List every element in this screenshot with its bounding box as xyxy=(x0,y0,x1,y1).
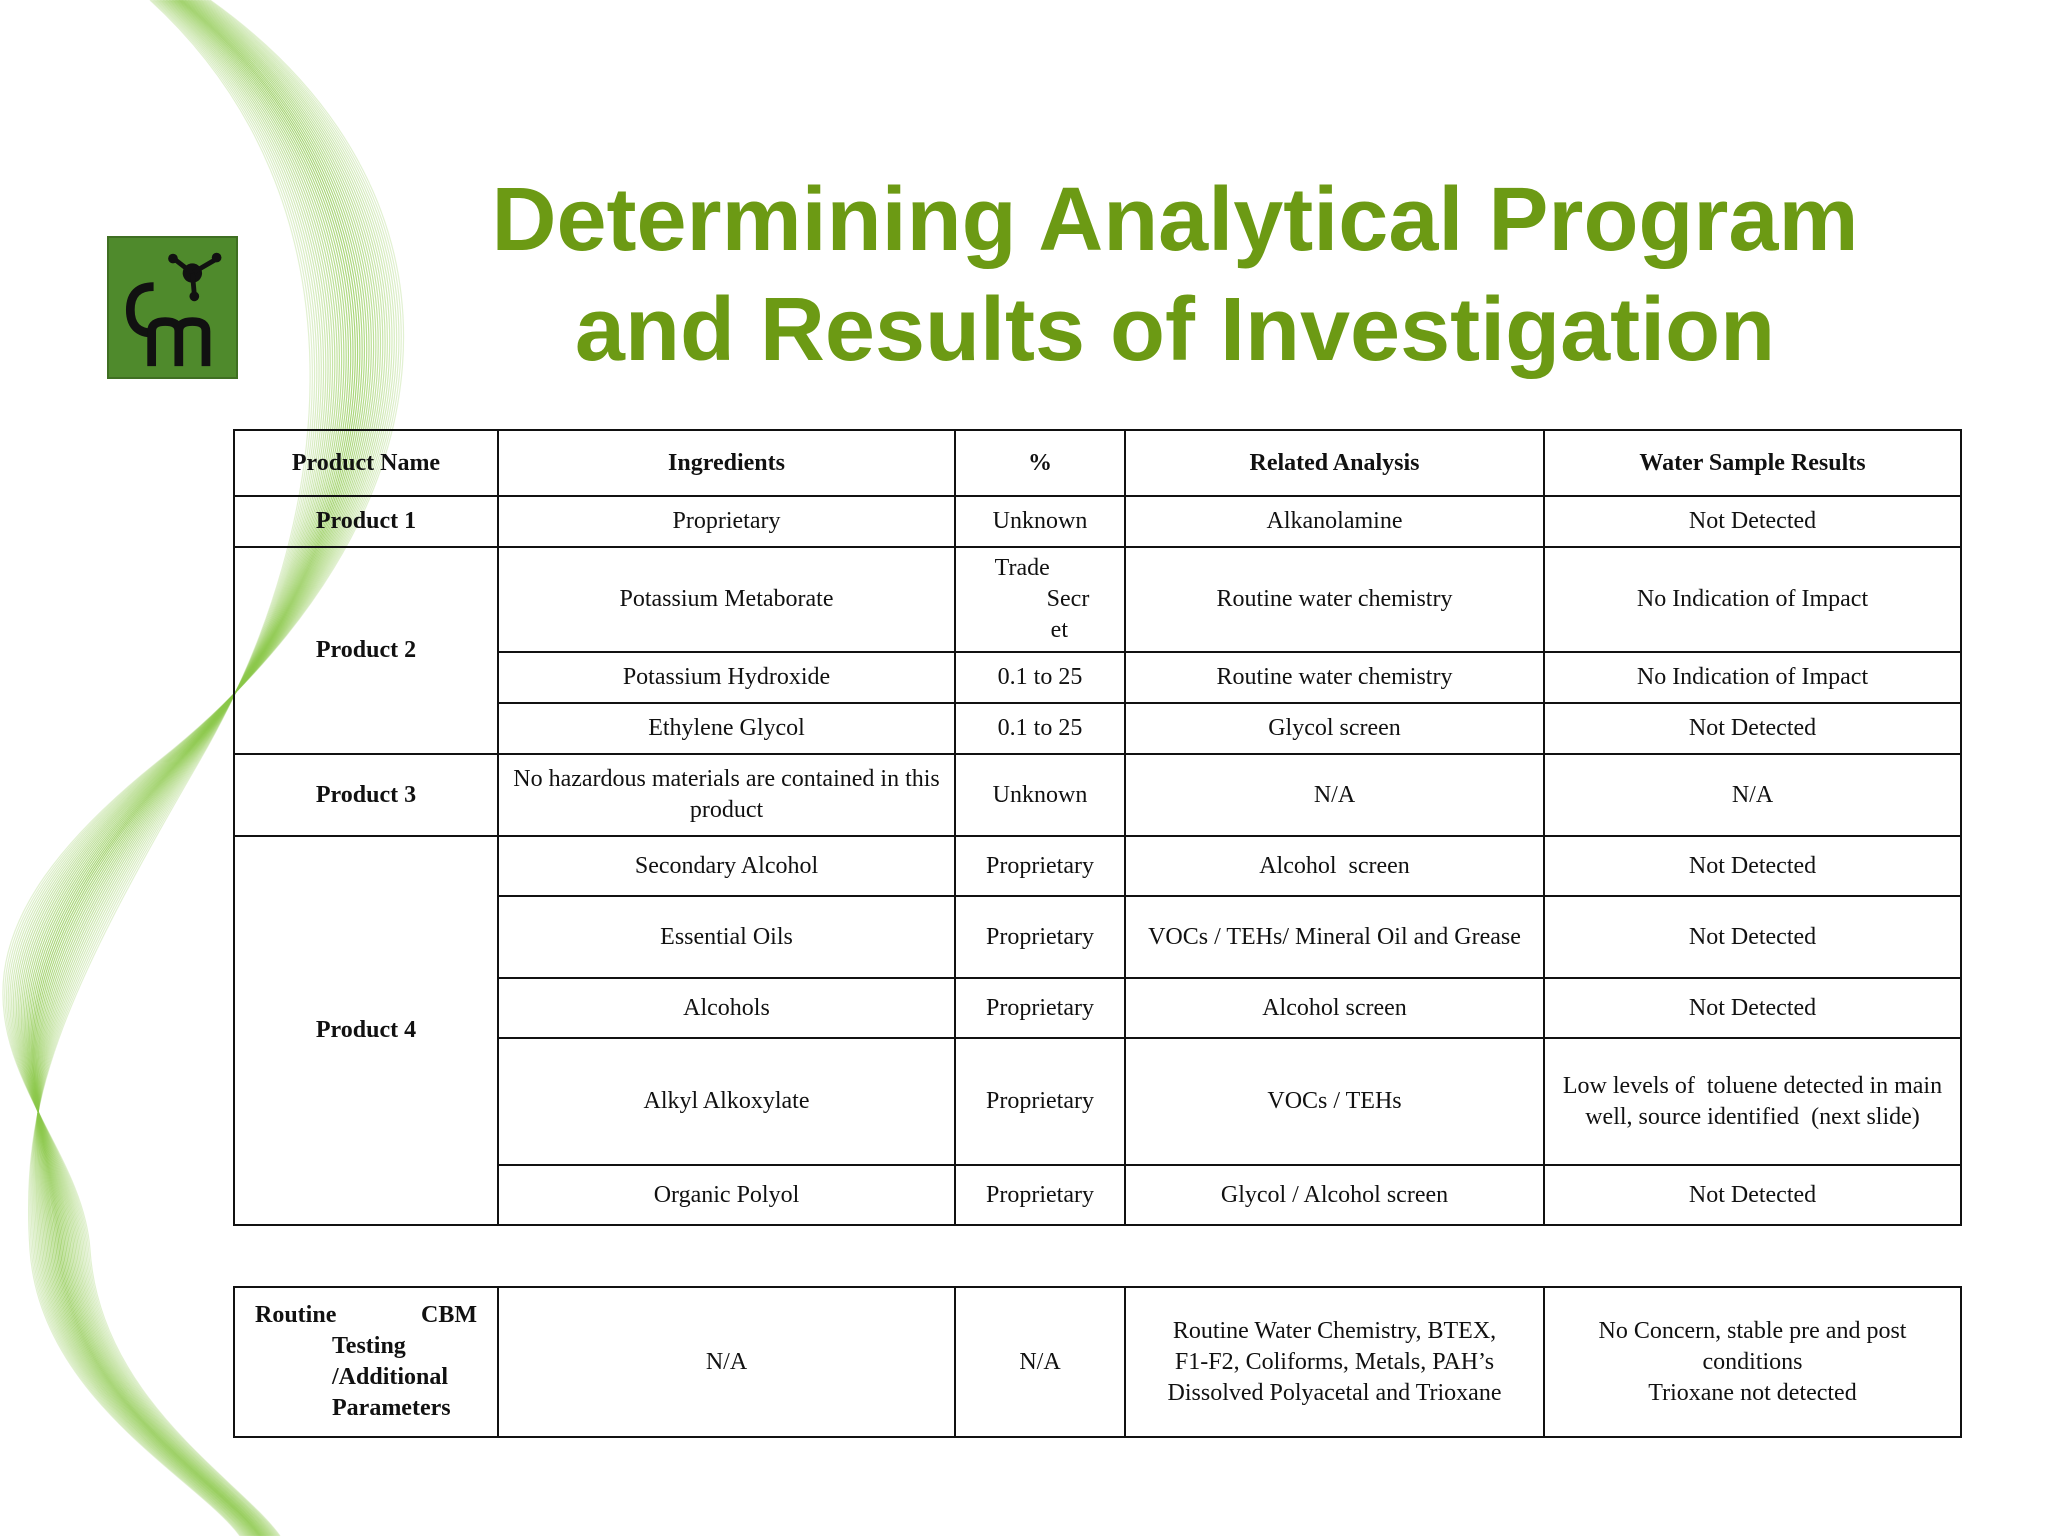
percent-cell: Proprietary xyxy=(955,896,1125,978)
percent-cell xyxy=(955,547,1125,652)
header-product-name: Product Name xyxy=(234,430,498,496)
analysis-line: Routine Water Chemistry, BTEX, xyxy=(1172,1317,1497,1344)
percent-line: Trade xyxy=(994,555,1050,581)
result-cell: Not Detected xyxy=(1544,836,1961,896)
svg-text:Cm: Cm xyxy=(109,238,111,240)
result-line: Trioxane not detected xyxy=(1648,1379,1857,1406)
table-row xyxy=(234,754,1961,836)
analysis-cell: Alcohol screen xyxy=(1125,836,1544,896)
percent-cell: 0.1 to 25 xyxy=(955,703,1125,754)
ingredient-cell: Essential Oils xyxy=(498,896,955,978)
product-name-cell: Product 2 xyxy=(234,547,498,754)
analysis-line: Dissolved Polyacetal and Trioxane xyxy=(1167,1379,1502,1406)
ingredient-cell: Alcohols xyxy=(498,978,955,1038)
ingredient-cell: Alkyl Alkoxylate xyxy=(498,1038,955,1165)
product-name-cell: Product 4 xyxy=(234,836,498,1225)
title-line-2: and Results of Investigation xyxy=(574,280,1776,380)
result-cell: Low levels of toluene detected in main well, source identified (next slide) xyxy=(1544,1038,1961,1165)
analysis-cell: VOCs / TEHs xyxy=(1125,1038,1544,1165)
routine-name-line: /Additional xyxy=(332,1364,449,1390)
analysis-cell: Alcohol screen xyxy=(1125,978,1544,1038)
ingredient-cell: Proprietary xyxy=(498,496,955,547)
analysis-cell: N/A xyxy=(1125,754,1544,836)
result-cell: N/A xyxy=(1544,754,1961,836)
ingredient-cell: Potassium Metaborate xyxy=(498,547,955,652)
result-cell: Not Detected xyxy=(1544,1165,1961,1225)
analysis-cell xyxy=(1125,1287,1544,1437)
header-water-sample-results: Water Sample Results xyxy=(1544,430,1961,496)
analysis-cell: Glycol / Alcohol screen xyxy=(1125,1165,1544,1225)
routine-testing-table xyxy=(233,1286,1962,1438)
analysis-line: F1-F2, Coliforms, Metals, PAH’s xyxy=(1174,1348,1495,1375)
analysis-cell: VOCs / TEHs/ Mineral Oil and Grease xyxy=(1125,896,1544,978)
analysis-cell: Glycol screen xyxy=(1125,703,1544,754)
result-line: conditions xyxy=(1702,1348,1803,1375)
routine-name-line: Testing xyxy=(332,1333,406,1359)
result-cell: Not Detected xyxy=(1544,496,1961,547)
percent-cell: Unknown xyxy=(955,754,1125,836)
percent-cell: N/A xyxy=(955,1287,1125,1437)
analysis-table xyxy=(233,429,1962,1226)
percent-cell: Proprietary xyxy=(955,1038,1125,1165)
result-cell: Not Detected xyxy=(1544,896,1961,978)
routine-name-word: Routine xyxy=(255,1302,337,1328)
result-cell: No Indication of Impact xyxy=(1544,547,1961,652)
ingredient-cell: Secondary Alcohol xyxy=(498,836,955,896)
percent-line: et xyxy=(1050,617,1068,643)
percent-cell: Unknown xyxy=(955,496,1125,547)
table-row xyxy=(234,547,1961,652)
result-cell xyxy=(1544,1287,1961,1437)
table-row xyxy=(234,1287,1961,1437)
routine-name-cell xyxy=(234,1287,498,1437)
header-row xyxy=(234,430,1961,496)
product-name-cell: Product 3 xyxy=(234,754,498,836)
header-related-analysis: Related Analysis xyxy=(1125,430,1544,496)
ingredient-cell: N/A xyxy=(498,1287,955,1437)
ingredient-cell: Potassium Hydroxide xyxy=(498,652,955,703)
header-percent: % xyxy=(955,430,1125,496)
percent-cell: Proprietary xyxy=(955,836,1125,896)
ingredient-cell: Organic Polyol xyxy=(498,1165,955,1225)
routine-name-line: Parameters xyxy=(332,1395,451,1421)
analysis-cell: Routine water chemistry xyxy=(1125,547,1544,652)
analysis-cell: Alkanolamine xyxy=(1125,496,1544,547)
percent-cell: Proprietary xyxy=(955,1165,1125,1225)
analysis-cell: Routine water chemistry xyxy=(1125,652,1544,703)
table-row xyxy=(234,496,1961,547)
ingredient-cell: Ethylene Glycol xyxy=(498,703,955,754)
header-ingredients: Ingredients xyxy=(498,430,955,496)
routine-name-word: CBM xyxy=(421,1302,477,1328)
result-cell: Not Detected xyxy=(1544,978,1961,1038)
table-row xyxy=(234,836,1961,896)
slide-title xyxy=(440,165,1910,385)
ingredient-cell: No hazardous materials are contained in this product xyxy=(498,754,955,836)
result-line: No Concern, stable pre and post xyxy=(1598,1317,1907,1344)
cm-logo xyxy=(107,236,238,379)
percent-line: Secr xyxy=(1046,586,1090,612)
title-line-1: Determining Analytical Program xyxy=(491,170,1859,270)
percent-cell: Proprietary xyxy=(955,978,1125,1038)
product-name-cell: Product 1 xyxy=(234,496,498,547)
percent-cell: 0.1 to 25 xyxy=(955,652,1125,703)
result-cell: Not Detected xyxy=(1544,703,1961,754)
result-cell: No Indication of Impact xyxy=(1544,652,1961,703)
